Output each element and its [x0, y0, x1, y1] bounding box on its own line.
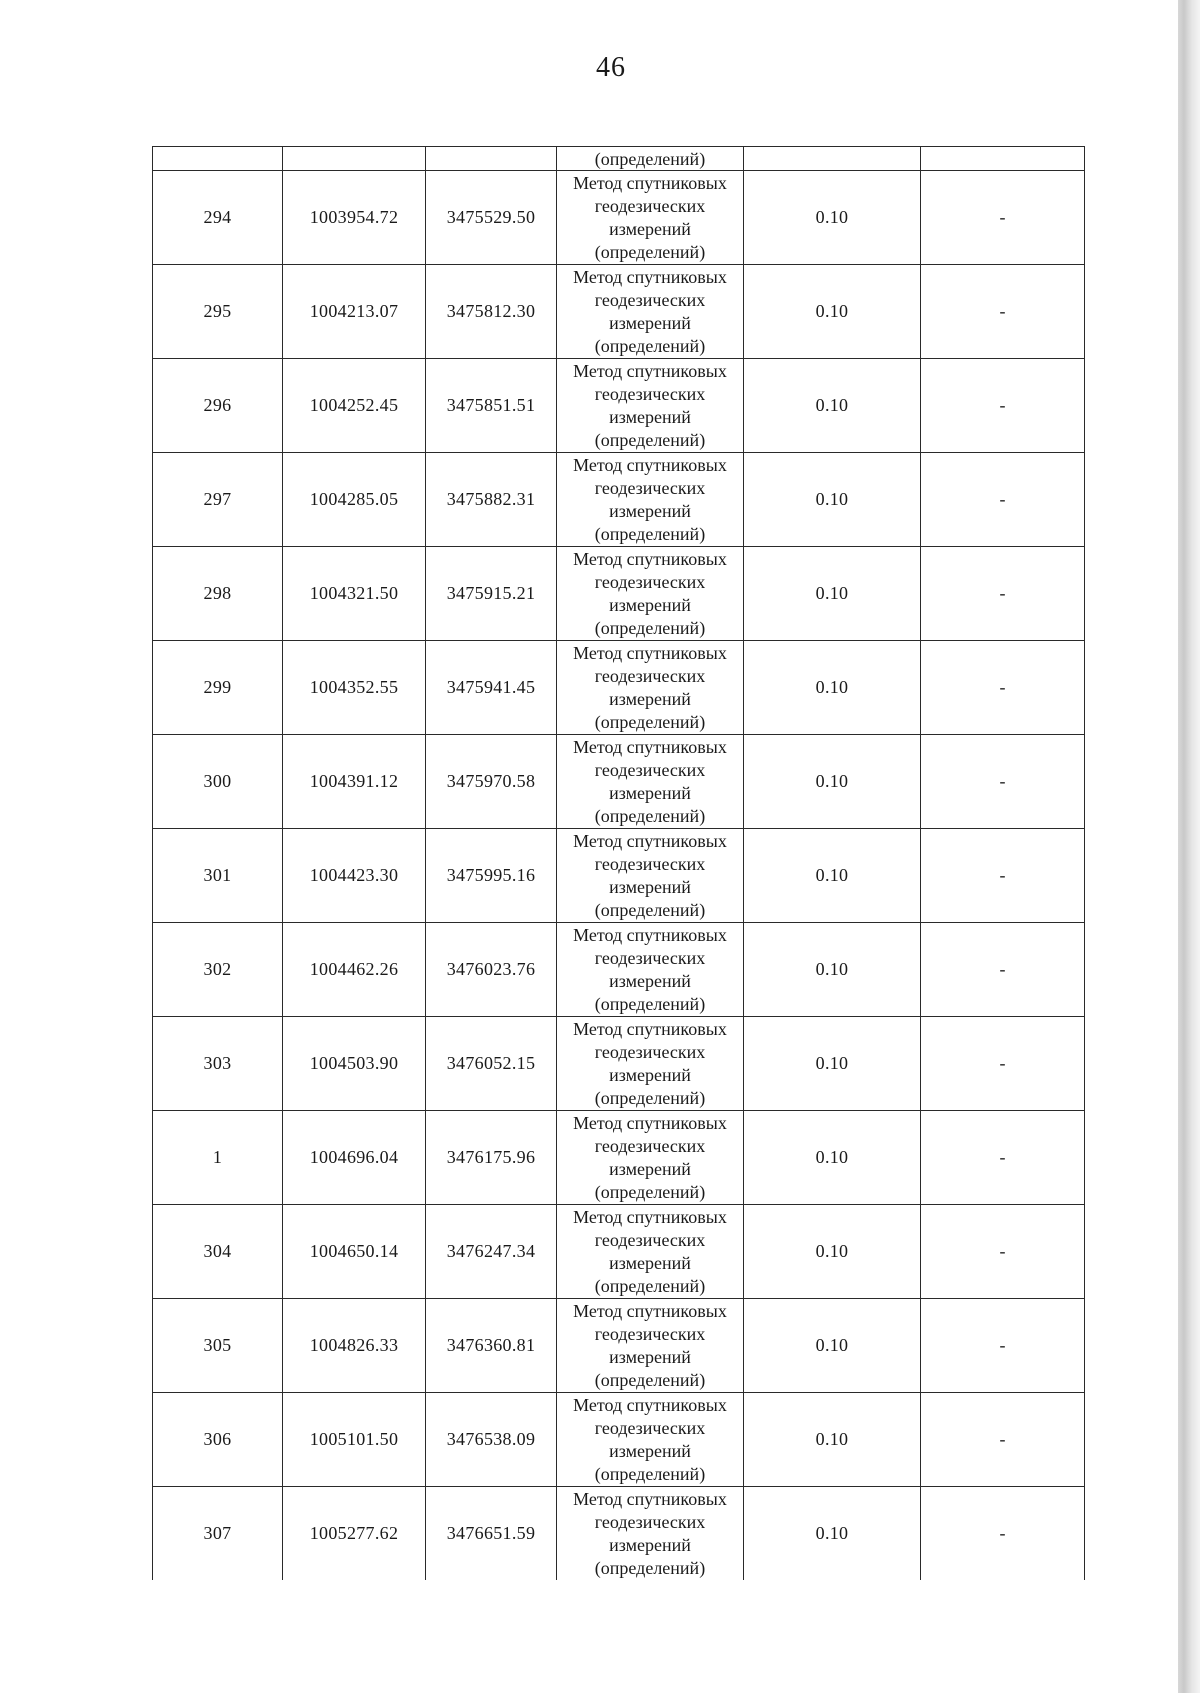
cell-point: 306	[153, 1393, 283, 1487]
method-line: (определений)	[594, 1087, 706, 1108]
table-row	[153, 1487, 1085, 1581]
cell-x: 1004650.14	[283, 1205, 426, 1299]
method-line: измерений	[609, 782, 691, 803]
cell-y: 3476538.09	[426, 1393, 557, 1487]
cell-note: -	[921, 1017, 1085, 1111]
method-line: геодезических	[594, 1229, 706, 1250]
cell-method	[557, 1017, 744, 1111]
cell-point: 295	[153, 265, 283, 359]
cell-x	[283, 147, 426, 171]
cell-y: 3476175.96	[426, 1111, 557, 1205]
method-line: измерений	[609, 218, 691, 239]
cell-note: -	[921, 1487, 1085, 1581]
table-row	[153, 735, 1085, 829]
method-line: геодезических	[594, 289, 706, 310]
method-line: измерений	[609, 1064, 691, 1085]
cell-accuracy: 0.10	[744, 923, 921, 1017]
cell-method	[557, 923, 744, 1017]
method-line: измерений	[609, 1346, 691, 1367]
cell-x: 1003954.72	[283, 171, 426, 265]
method-line: (определений)	[594, 429, 706, 450]
table-row	[153, 547, 1085, 641]
cell-y: 3476023.76	[426, 923, 557, 1017]
method-line: Метод спутниковых	[573, 548, 727, 569]
method-line: геодезических	[594, 383, 706, 404]
cell-point: 294	[153, 171, 283, 265]
cell-point: 304	[153, 1205, 283, 1299]
cell-point	[153, 147, 283, 171]
method-line: (определений)	[594, 805, 706, 826]
method-line: геодезических	[594, 1323, 706, 1344]
cell-note: -	[921, 735, 1085, 829]
method-line: Метод спутниковых	[573, 1488, 727, 1509]
cell-method	[557, 1299, 744, 1393]
cell-point: 300	[153, 735, 283, 829]
method-line: (определений)	[594, 241, 706, 262]
table-row	[153, 265, 1085, 359]
table-row	[153, 1017, 1085, 1111]
method-line: измерений	[609, 1440, 691, 1461]
cell-note: -	[921, 829, 1085, 923]
method-line: геодезических	[594, 195, 706, 216]
method-line: (определений)	[594, 523, 706, 544]
method-line: (определений)	[594, 617, 706, 638]
method-line: Метод спутниковых	[573, 454, 727, 475]
cell-point: 305	[153, 1299, 283, 1393]
cell-y: 3475851.51	[426, 359, 557, 453]
cell-y	[426, 147, 557, 171]
method-line: геодезических	[594, 1041, 706, 1062]
cell-y: 3475915.21	[426, 547, 557, 641]
method-line: геодезических	[594, 759, 706, 780]
cell-note: -	[921, 1299, 1085, 1393]
method-line: Метод спутниковых	[573, 924, 727, 945]
table-row	[153, 829, 1085, 923]
cell-method	[557, 453, 744, 547]
method-line: измерений	[609, 406, 691, 427]
cell-note: -	[921, 1393, 1085, 1487]
method-line: измерений	[609, 970, 691, 991]
cell-y: 3476247.34	[426, 1205, 557, 1299]
cell-point: 302	[153, 923, 283, 1017]
method-line: (определений)	[594, 1369, 706, 1390]
cell-method	[557, 1205, 744, 1299]
cell-accuracy: 0.10	[744, 829, 921, 923]
method-line: (определений)	[594, 1275, 706, 1296]
cell-x: 1004423.30	[283, 829, 426, 923]
cell-x: 1005277.62	[283, 1487, 426, 1581]
cell-method	[557, 829, 744, 923]
cell-point: 303	[153, 1017, 283, 1111]
page-number: 46	[596, 52, 626, 83]
cell-y: 3475995.16	[426, 829, 557, 923]
cell-note: -	[921, 923, 1085, 1017]
cell-accuracy: 0.10	[744, 171, 921, 265]
cell-point: 307	[153, 1487, 283, 1581]
cell-accuracy: 0.10	[744, 735, 921, 829]
cell-x: 1004252.45	[283, 359, 426, 453]
method-line: Метод спутниковых	[573, 1394, 727, 1415]
cell-x: 1004462.26	[283, 923, 426, 1017]
cell-accuracy: 0.10	[744, 641, 921, 735]
method-line: геодезических	[594, 1135, 706, 1156]
coordinates-table	[152, 146, 1085, 1580]
method-line: (определений)	[594, 1463, 706, 1484]
method-line: (определений)	[594, 993, 706, 1014]
method-line: Метод спутниковых	[573, 360, 727, 381]
coordinates-table-body	[153, 147, 1085, 1581]
cell-method	[557, 735, 744, 829]
cell-x: 1004321.50	[283, 547, 426, 641]
cell-method	[557, 1393, 744, 1487]
cell-note: -	[921, 265, 1085, 359]
table-row	[153, 1205, 1085, 1299]
method-line: Метод спутниковых	[573, 172, 727, 193]
table-row	[153, 1393, 1085, 1487]
method-line: геодезических	[594, 477, 706, 498]
cell-y: 3475529.50	[426, 171, 557, 265]
table-row	[153, 641, 1085, 735]
method-line: измерений	[609, 1252, 691, 1273]
cell-x: 1004352.55	[283, 641, 426, 735]
method-line: измерений	[609, 876, 691, 897]
scan-page-edge	[1178, 0, 1200, 1693]
method-line: геодезических	[594, 1417, 706, 1438]
method-line: Метод спутниковых	[573, 1300, 727, 1321]
cell-method: (определений)	[557, 147, 744, 171]
method-line: геодезических	[594, 853, 706, 874]
method-line: геодезических	[594, 1511, 706, 1532]
cell-y: 3476052.15	[426, 1017, 557, 1111]
cell-note	[921, 147, 1085, 171]
cell-accuracy: 0.10	[744, 265, 921, 359]
cell-point: 1	[153, 1111, 283, 1205]
cell-method	[557, 265, 744, 359]
method-line: геодезических	[594, 947, 706, 968]
cell-method	[557, 359, 744, 453]
method-line: измерений	[609, 312, 691, 333]
cell-accuracy: 0.10	[744, 1205, 921, 1299]
cell-method	[557, 547, 744, 641]
method-line: геодезических	[594, 571, 706, 592]
cell-accuracy: 0.10	[744, 359, 921, 453]
cell-note: -	[921, 1111, 1085, 1205]
cell-accuracy: 0.10	[744, 1299, 921, 1393]
method-line: измерений	[609, 1534, 691, 1555]
cell-x: 1004826.33	[283, 1299, 426, 1393]
cell-accuracy	[744, 147, 921, 171]
cell-accuracy: 0.10	[744, 1017, 921, 1111]
cell-y: 3475941.45	[426, 641, 557, 735]
cell-x: 1005101.50	[283, 1393, 426, 1487]
cell-y: 3475882.31	[426, 453, 557, 547]
cell-accuracy: 0.10	[744, 547, 921, 641]
cell-accuracy: 0.10	[744, 1111, 921, 1205]
method-line: измерений	[609, 688, 691, 709]
cell-x: 1004213.07	[283, 265, 426, 359]
method-line: Метод спутниковых	[573, 1206, 727, 1227]
method-line: Метод спутниковых	[573, 830, 727, 851]
table-row	[153, 923, 1085, 1017]
method-line: Метод спутниковых	[573, 1018, 727, 1039]
table-row	[153, 359, 1085, 453]
method-line: Метод спутниковых	[573, 736, 727, 757]
method-line: Метод спутниковых	[573, 266, 727, 287]
cell-note: -	[921, 453, 1085, 547]
cell-method	[557, 1111, 744, 1205]
cell-note: -	[921, 171, 1085, 265]
method-line: геодезических	[594, 665, 706, 686]
method-line: (определений)	[594, 711, 706, 732]
method-line: (определений)	[594, 899, 706, 920]
table-row	[153, 171, 1085, 265]
method-line: (определений)	[594, 1557, 706, 1578]
cell-method	[557, 641, 744, 735]
cell-accuracy: 0.10	[744, 1393, 921, 1487]
table-row-continuation	[153, 147, 1085, 171]
cell-note: -	[921, 1205, 1085, 1299]
cell-y: 3475812.30	[426, 265, 557, 359]
table-row	[153, 1111, 1085, 1205]
cell-y: 3476360.81	[426, 1299, 557, 1393]
cell-point: 298	[153, 547, 283, 641]
method-line: Метод спутниковых	[573, 642, 727, 663]
cell-note: -	[921, 359, 1085, 453]
cell-point: 299	[153, 641, 283, 735]
table-row	[153, 1299, 1085, 1393]
cell-x: 1004285.05	[283, 453, 426, 547]
method-line: (определений)	[594, 335, 706, 356]
method-line: измерений	[609, 1158, 691, 1179]
cell-method	[557, 171, 744, 265]
method-line: измерений	[609, 500, 691, 521]
cell-point: 297	[153, 453, 283, 547]
cell-y: 3476651.59	[426, 1487, 557, 1581]
cell-note: -	[921, 547, 1085, 641]
method-line: Метод спутниковых	[573, 1112, 727, 1133]
method-line: (определений)	[594, 1181, 706, 1202]
cell-x: 1004696.04	[283, 1111, 426, 1205]
cell-accuracy: 0.10	[744, 453, 921, 547]
cell-x: 1004391.12	[283, 735, 426, 829]
cell-accuracy: 0.10	[744, 1487, 921, 1581]
cell-point: 301	[153, 829, 283, 923]
cell-y: 3475970.58	[426, 735, 557, 829]
cell-x: 1004503.90	[283, 1017, 426, 1111]
cell-point: 296	[153, 359, 283, 453]
method-line: измерений	[609, 594, 691, 615]
cell-note: -	[921, 641, 1085, 735]
cell-method	[557, 1487, 744, 1581]
table-row	[153, 453, 1085, 547]
